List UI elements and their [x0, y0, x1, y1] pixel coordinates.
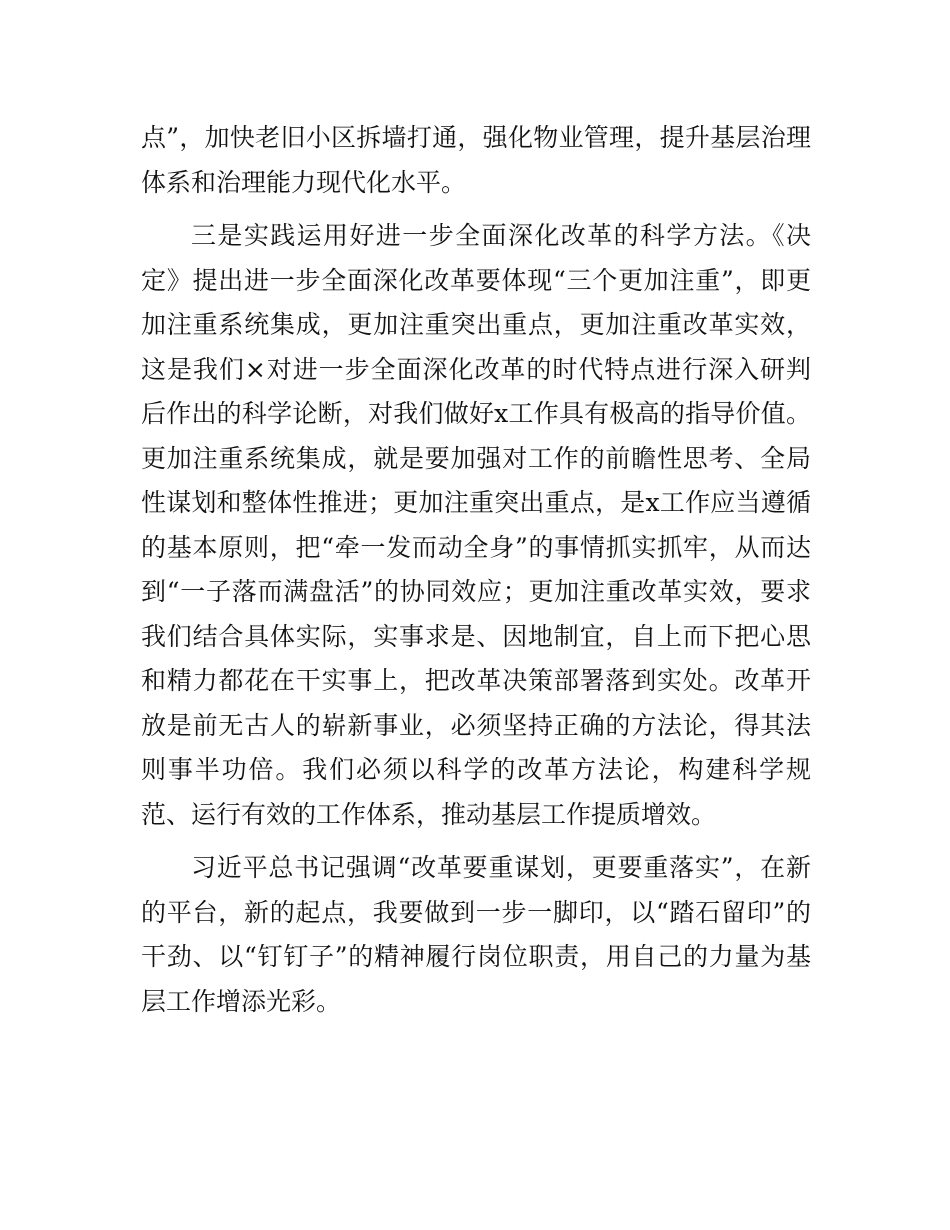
paragraph-continued: 点”，加快老旧小区拆墙打通，强化物业管理，提升基层治理体系和治理能力现代化水平。	[141, 123, 811, 197]
paragraph-scientific-method: 三是实践运用好进一步全面深化改革的科学方法。《决定》提出进一步全面深化改革要体现“三个更加注重”，即更加注重系统集成，更加注重突出重点，更加注重改革实效，这是我们×对进一步全面深化改革的时代特点进行深入研判后作出的科学论断，对我们做好x工作具有极高的指导价值。更加注重系统集成，就是要加强对工作的前瞻性思考、全局性谋划和整体性推进；更加注重突出重点，是x工作应当遵循的基本原则，把“牵一发而动全身”的事情抓实抓牢，从而达到“一子落而满盘活”的协同效应；更加注重改革实效，要求我们结合具体实际，实事求是、因地制宜，自上而下把心思和精力都花在干实事上，把改革决策部署落到实处。改革开放是前无古人的崭新事业，必须坚持正确的方法论，得其法则事半功倍。我们必须以科学的改革方法论，构建科学规范、运行有效的工作体系，推动基层工作提质增效。	[141, 221, 811, 829]
paragraph-implementation: 习近平总书记强调“改革要重谋划，更要重落实”，在新的平台，新的起点，我要做到一步一脚印，以“踏石留印”的干劲、以“钉钉子”的精神履行岗位职责，用自己的力量为基层工作增添光彩。	[141, 853, 811, 1016]
document-body	[141, 116, 811, 1033]
